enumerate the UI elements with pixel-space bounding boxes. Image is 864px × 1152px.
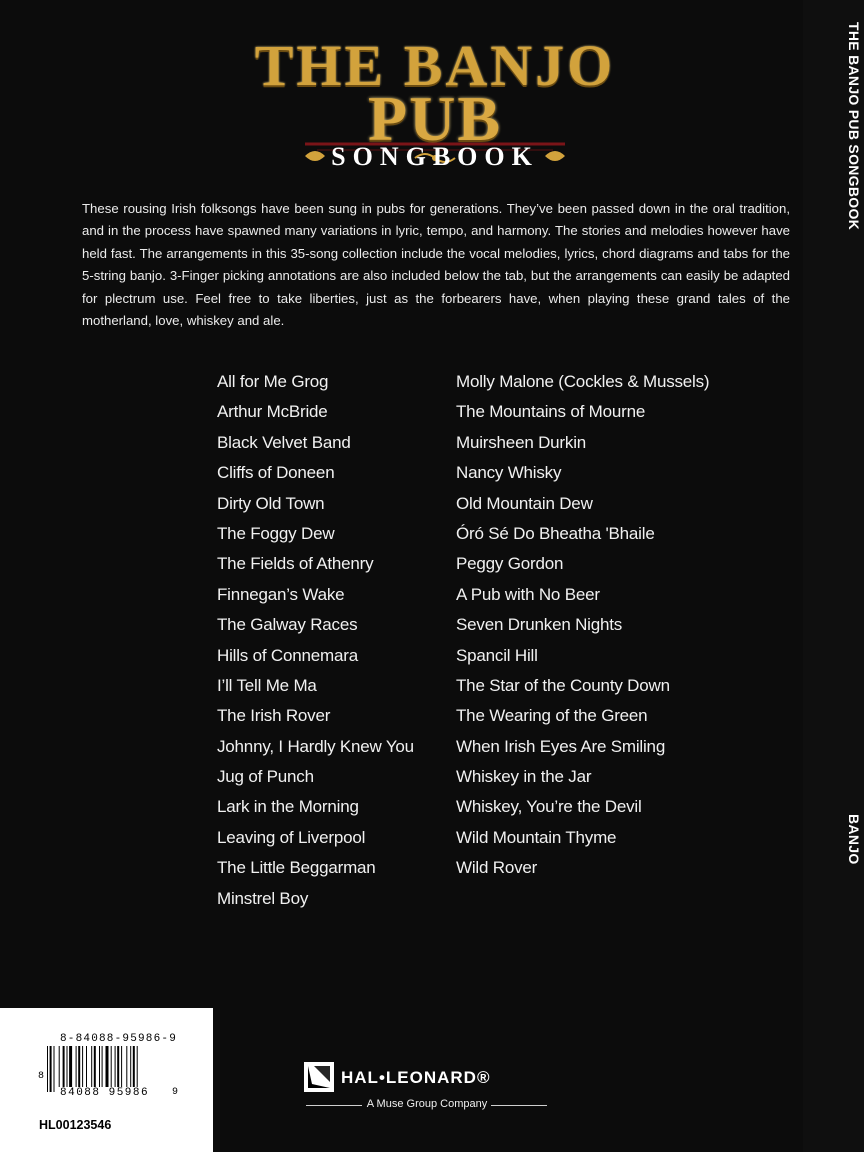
product-code: HL00123546: [39, 1118, 112, 1132]
barcode-first-digit: 8: [38, 1071, 45, 1082]
song-title: Wild Mountain Thyme: [456, 827, 617, 847]
song-title: Whiskey, You’re the Devil: [456, 797, 642, 817]
song-title: Whiskey in the Jar: [456, 767, 592, 787]
song-title: The Foggy Dew: [217, 523, 335, 543]
song-title: Lark in the Morning: [217, 797, 359, 817]
song-title: Muirsheen Durkin: [456, 432, 587, 452]
song-title: Molly Malone (Cockles & Mussels): [456, 372, 710, 391]
spine-title: THE BANJO PUB SONGBOOK: [846, 22, 862, 231]
song-title: Hills of Connemara: [217, 645, 358, 665]
song-list-right: [456, 367, 776, 884]
description-paragraph: These rousing Irish folksongs have been sung in pubs for generations. They’ve been passed down in the oral tradition, and in the process have spawned many variations in lyric, tempo, and harmony. The stories and melodies however have held fast. The arrangements in this 35-song collection include the vocal melodies, lyrics, chord diagrams and tabs for the 5-string banjo. 3-Finger picking annotations are also included below the tab, but the arrangements can easily be adapted for plectrum use. Feel free to take liberties, just as the forbearers have, when playing these grand tales of the motherland, love, whiskey and ale.: [82, 201, 790, 329]
barcode-top-number: 8-84088-95986-9: [60, 1033, 178, 1045]
title-line-1: THE BANJO: [254, 33, 616, 98]
song-title: All for Me Grog: [217, 372, 329, 391]
hal-leonard-logo-icon: [304, 1062, 334, 1092]
song-title: The Irish Rover: [217, 706, 331, 726]
barcode-digits: 84088 95986: [60, 1087, 150, 1099]
song-title: I’ll Tell Me Ma: [217, 675, 317, 695]
song-title: Minstrel Boy: [217, 888, 309, 908]
title-logo: [190, 30, 680, 175]
song-title: The Fields of Athenry: [217, 554, 374, 574]
song-list-left: [217, 367, 447, 914]
song-title: A Pub with No Beer: [456, 584, 600, 604]
spine-instrument: BANJO: [846, 814, 862, 865]
song-title: The Little Beggarman: [217, 858, 376, 878]
barcode-panel: [0, 1008, 213, 1152]
barcode-icon: [47, 1046, 169, 1092]
publisher-rule-left: [306, 1105, 362, 1106]
song-title: Dirty Old Town: [217, 493, 325, 513]
title-line-2: PUB: [368, 83, 502, 154]
song-title: Seven Drunken Nights: [456, 615, 623, 635]
song-title: Cliffs of Doneen: [217, 463, 335, 483]
publisher-name: HAL•LEONARD®: [341, 1068, 491, 1087]
song-title: The Galway Races: [217, 615, 358, 635]
song-title: Peggy Gordon: [456, 554, 564, 574]
song-title: Wild Rover: [456, 858, 538, 878]
song-title: Jug of Punch: [217, 767, 314, 787]
title-line-3: SONGBOOK: [331, 142, 539, 171]
song-title: Nancy Whisky: [456, 463, 562, 483]
song-title: When Irish Eyes Are Smiling: [456, 736, 666, 756]
publisher-tagline: A Muse Group Company: [366, 1098, 488, 1110]
song-title: Finnegan’s Wake: [217, 584, 345, 604]
song-title: Spancil Hill: [456, 645, 538, 665]
publisher-rule-right: [491, 1105, 547, 1106]
song-title: Óró Sé Do Bheatha 'Bhaile: [456, 523, 655, 543]
barcode-last-digit: 9: [172, 1087, 179, 1098]
song-title: The Wearing of the Green: [456, 706, 648, 726]
song-title: Arthur McBride: [217, 402, 328, 422]
publisher-logo: [304, 1062, 564, 1117]
song-title: The Mountains of Mourne: [456, 402, 646, 422]
song-title: The Star of the County Down: [456, 675, 670, 695]
song-title: Leaving of Liverpool: [217, 827, 366, 847]
song-title: Johnny, I Hardly Knew You: [217, 736, 414, 756]
song-title: Black Velvet Band: [217, 432, 351, 452]
song-title: Old Mountain Dew: [456, 493, 593, 513]
